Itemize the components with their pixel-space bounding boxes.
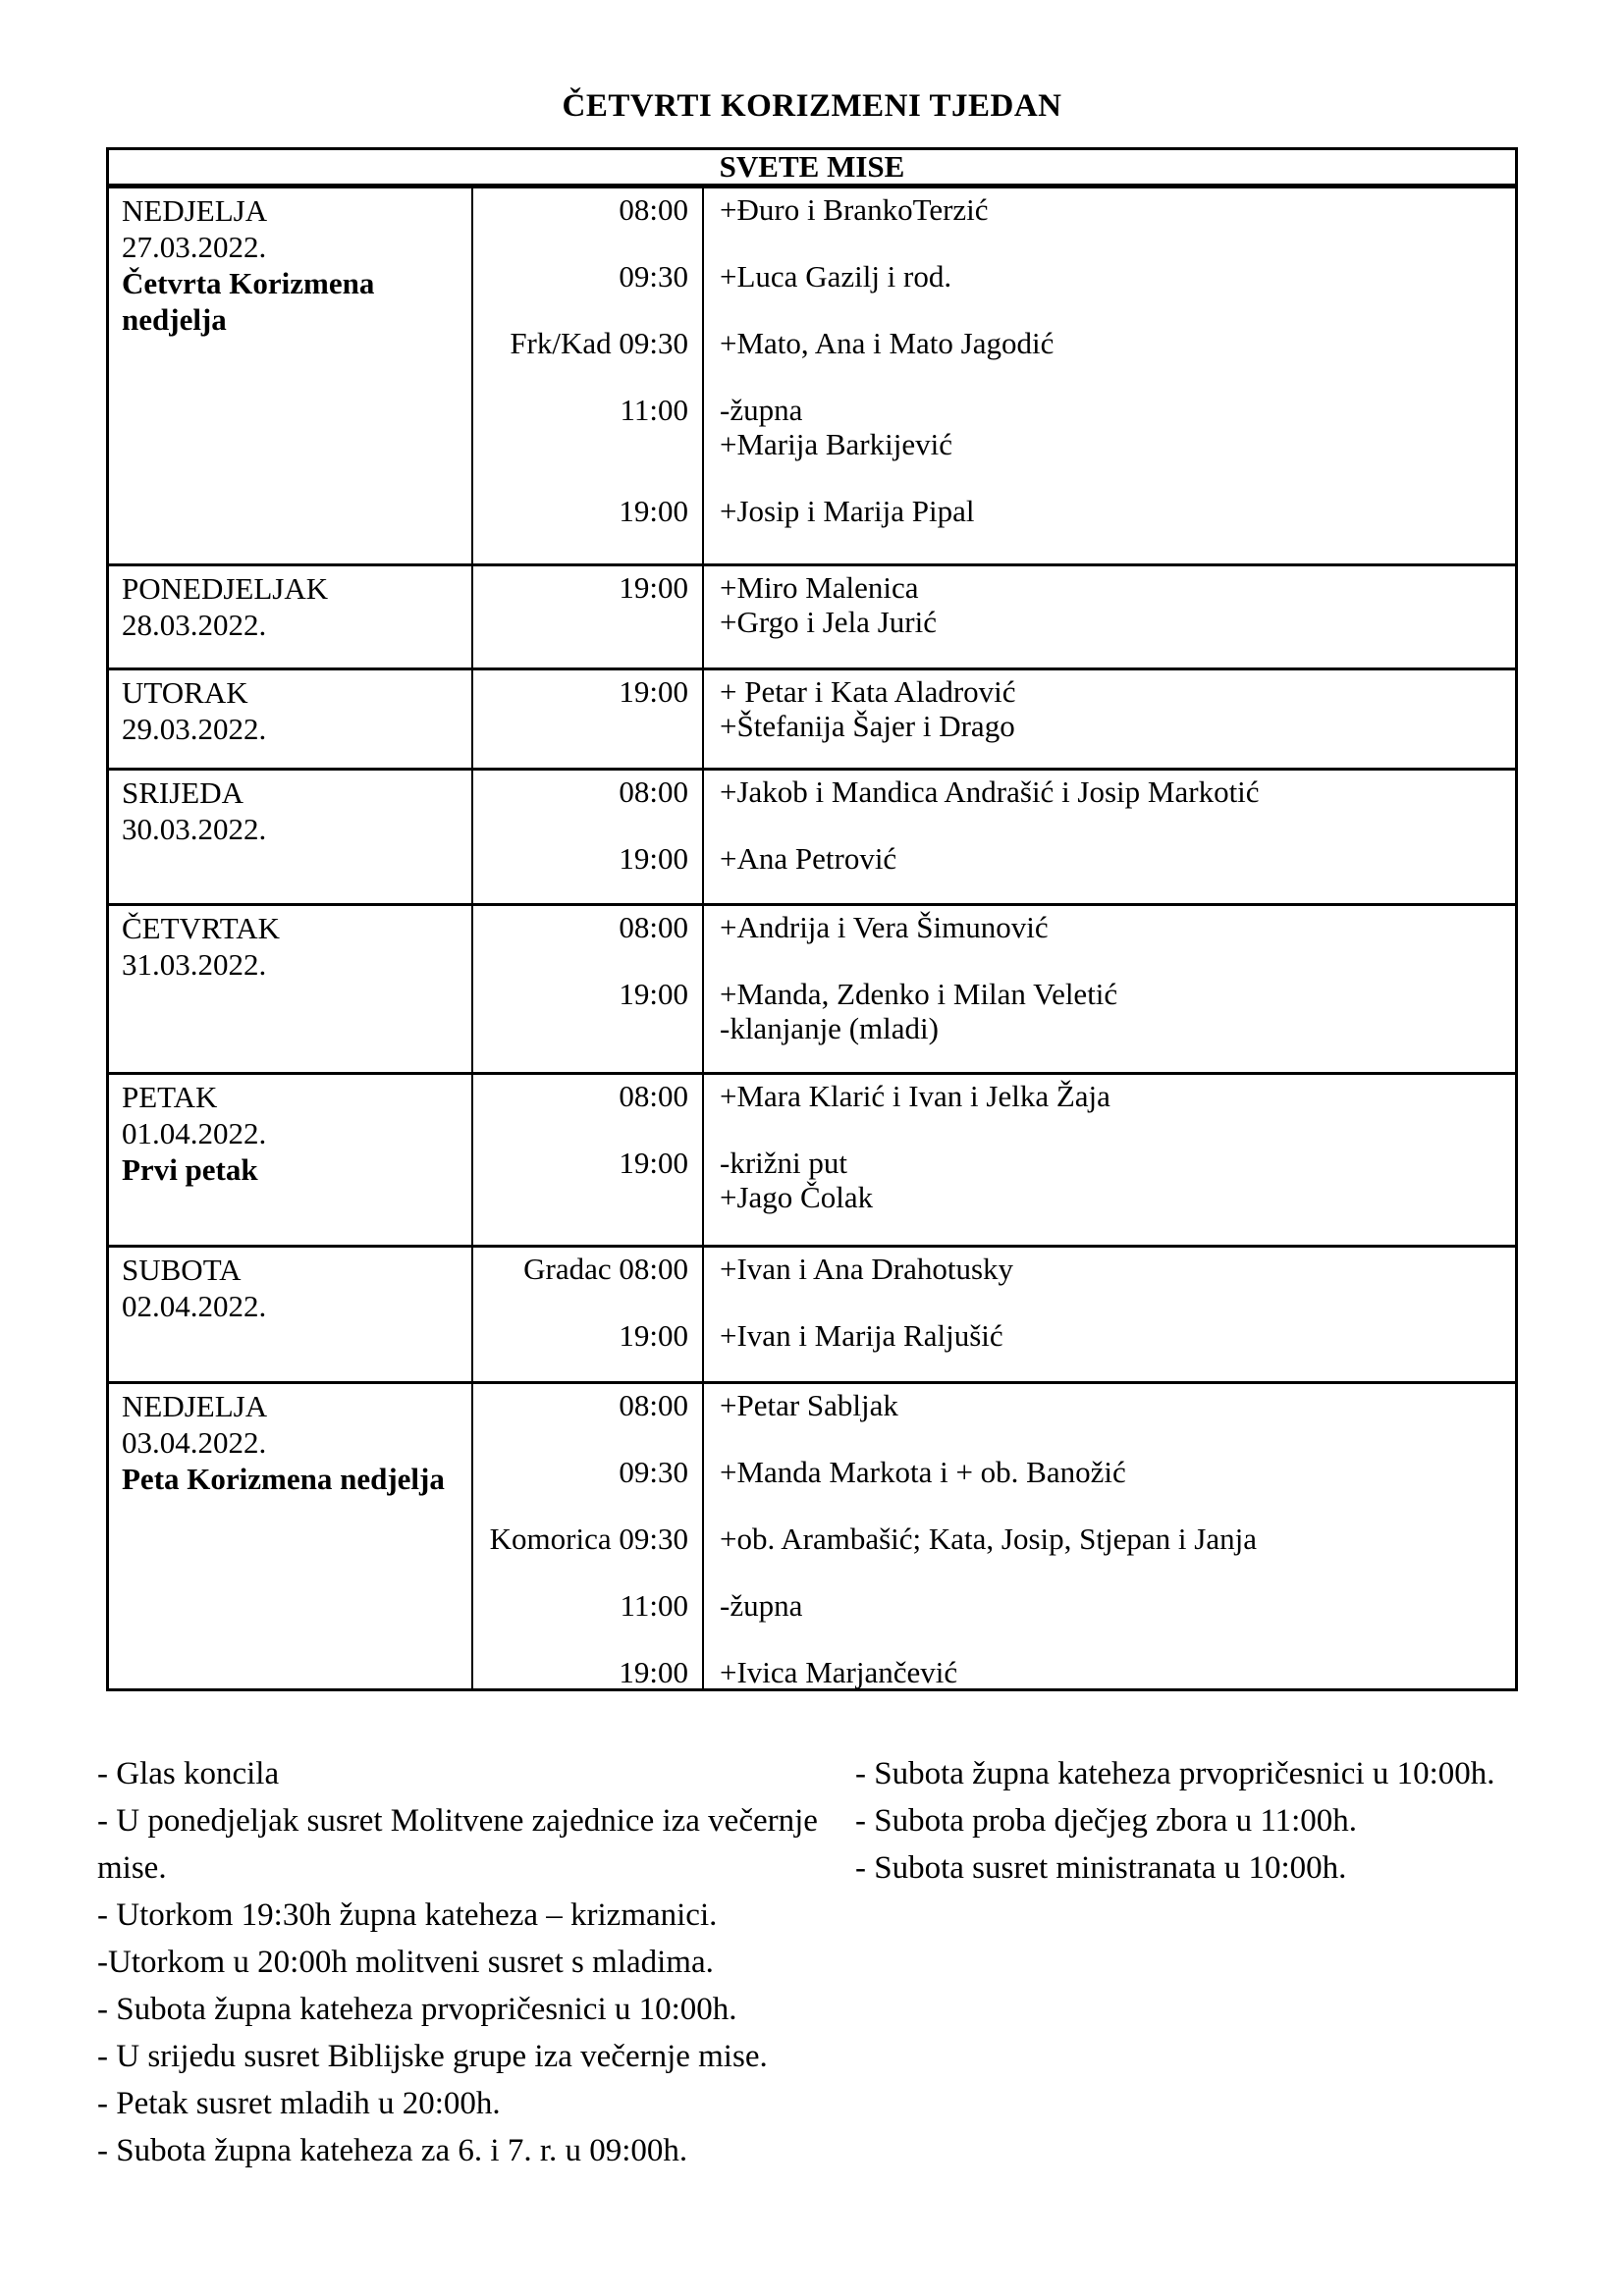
intention-line: +Ivan i Ana Drahotusky [720, 1252, 1014, 1286]
time-entry [477, 393, 688, 461]
time-entry [477, 1252, 688, 1286]
intention-line: +Mato, Ana i Mato Jagodić [720, 326, 1055, 360]
time-entry [477, 977, 688, 1045]
day-date: 02.04.2022. [122, 1289, 267, 1323]
time-cell [473, 1245, 704, 1381]
intention-line: +Marija Barkijević [720, 427, 952, 461]
day-date: 29.03.2022. [122, 712, 267, 746]
note-line: - U srijedu susret Biblijske grupe iza večernje mise. [97, 2039, 768, 2074]
day-name: PONEDJELJAK [122, 571, 329, 606]
time-cell [473, 768, 704, 903]
time-entry [477, 1079, 688, 1113]
day-cell [109, 768, 473, 903]
intention-entry [720, 774, 1507, 809]
intention-entry [720, 1252, 1507, 1286]
time-line: 19:00 [619, 977, 688, 1011]
time-line: 19:00 [619, 1655, 688, 1688]
intention-line: +Manda Markota i + ob. Banožić [720, 1455, 1126, 1489]
day-name: ČETVRTAK [122, 911, 280, 945]
time-line: 08:00 [619, 774, 688, 809]
time-line: 08:00 [619, 1079, 688, 1113]
announcements-right-column [855, 1750, 1531, 1892]
time-entry [477, 1588, 688, 1623]
time-cell [473, 1072, 704, 1245]
day-cell [109, 1072, 473, 1245]
intention-line: +Miro Malenica [720, 570, 919, 605]
time-cell [473, 186, 704, 563]
day-cell [109, 563, 473, 667]
time-cell [473, 563, 704, 667]
time-entry [477, 570, 688, 639]
intention-line: +Jakob i Mandica Andrašić i Josip Markotić [720, 774, 1260, 809]
time-cell [473, 903, 704, 1072]
day-date: 27.03.2022. [122, 230, 267, 264]
intention-line: +Manda, Zdenko i Milan Veletić [720, 977, 1118, 1011]
intention-entry [720, 1388, 1507, 1422]
time-line: 08:00 [619, 1388, 688, 1422]
intention-entry [720, 1522, 1507, 1556]
time-entry [477, 1455, 688, 1489]
day-note: Četvrta Korizmena nedjelja [122, 266, 375, 337]
table-header-svete-mise: SVETE MISE [109, 150, 1515, 186]
time-line: 19:00 [619, 1318, 688, 1353]
intention-cell [704, 903, 1515, 1072]
intention-entry [720, 192, 1507, 227]
day-name: SUBOTA [122, 1253, 242, 1287]
intention-entry [720, 494, 1507, 528]
intention-entry [720, 326, 1507, 360]
intention-line: +Mara Klarić i Ivan i Jelka Žaja [720, 1079, 1110, 1113]
time-entry [477, 841, 688, 876]
note-line: - Subota proba dječjeg zbora u 11:00h. [855, 1803, 1358, 1839]
time-entry [477, 192, 688, 227]
time-line: Komorica 09:30 [489, 1522, 688, 1556]
intention-cell [704, 768, 1515, 903]
intention-line: -klanjanje (mladi) [720, 1011, 939, 1045]
time-entry [477, 774, 688, 809]
time-entry [477, 326, 688, 360]
day-name: SRIJEDA [122, 775, 244, 810]
time-line: 08:00 [619, 910, 688, 944]
intention-cell [704, 667, 1515, 768]
announcements-section [97, 1750, 1531, 2174]
day-cell [109, 1245, 473, 1381]
intention-line: -križni put [720, 1146, 847, 1180]
intention-entry [720, 1455, 1507, 1489]
intention-entry [720, 1655, 1507, 1688]
note-line: - Utorkom 19:30h župna kateheza – krizmanici. [97, 1897, 718, 1933]
intention-entry [720, 259, 1507, 294]
intention-line: +Josip i Marija Pipal [720, 494, 975, 528]
time-entry [477, 1146, 688, 1214]
note-line: - Subota župna kateheza prvopričesnici u 10:00h. [855, 1756, 1495, 1791]
mass-schedule-table [106, 147, 1518, 1691]
note-line: -Utorkom u 20:00h molitveni susret s mladima. [97, 1945, 714, 1980]
day-cell [109, 667, 473, 768]
intention-entry [720, 910, 1507, 944]
intention-entry [720, 674, 1507, 743]
time-line: 08:00 [619, 192, 688, 227]
intention-line: +Jago Čolak [720, 1180, 874, 1214]
day-date: 01.04.2022. [122, 1116, 267, 1150]
time-line: 19:00 [619, 1146, 688, 1180]
time-line [477, 1011, 688, 1045]
intention-line: +Andrija i Vera Šimunović [720, 910, 1049, 944]
time-line [477, 605, 688, 639]
day-date: 31.03.2022. [122, 947, 267, 982]
page-title: ČETVRTI KORIZMENI TJEDAN [562, 88, 1062, 124]
time-entry [477, 674, 688, 743]
time-entry [477, 1655, 688, 1688]
intention-entry [720, 1318, 1507, 1353]
intention-line: +ob. Arambašić; Kata, Josip, Stjepan i Janja [720, 1522, 1257, 1556]
intention-entry [720, 1079, 1507, 1113]
time-line: 09:30 [619, 259, 688, 294]
intention-entry [720, 570, 1507, 639]
time-line: 19:00 [619, 841, 688, 876]
day-name: NEDJELJA [122, 1389, 268, 1423]
intention-cell [704, 1245, 1515, 1381]
time-line: 11:00 [620, 393, 688, 427]
intention-line: -župna [720, 393, 803, 427]
intention-cell [704, 1072, 1515, 1245]
day-name: NEDJELJA [122, 193, 268, 228]
intention-entry [720, 841, 1507, 876]
day-date: 03.04.2022. [122, 1425, 267, 1460]
time-entry [477, 1318, 688, 1353]
note-line: - Glas koncila [97, 1756, 280, 1791]
intention-line: +Ivan i Marija Raljušić [720, 1318, 1003, 1353]
time-entry [477, 910, 688, 944]
intention-line: +Ana Petrović [720, 841, 897, 876]
time-entry [477, 1388, 688, 1422]
day-date: 28.03.2022. [122, 608, 267, 642]
day-cell [109, 1381, 473, 1688]
day-name: PETAK [122, 1080, 218, 1114]
time-cell [473, 1381, 704, 1688]
announcements-left-column [97, 1750, 855, 2174]
day-name: UTORAK [122, 675, 248, 710]
intention-line: + Petar i Kata Aladrović [720, 674, 1016, 709]
day-note: Prvi petak [122, 1152, 258, 1187]
note-line: - Petak susret mladih u 20:00h. [97, 2086, 501, 2121]
note-line: - Subota župna kateheza za 6. i 7. r. u 09:00h. [97, 2133, 688, 2168]
intention-cell [704, 1381, 1515, 1688]
note-line: - U ponedjeljak susret Molitvene zajednice iza večernje mise. [97, 1803, 818, 1886]
time-line [477, 1180, 688, 1214]
time-line [477, 427, 688, 461]
intention-line: +Ivica Marjančević [720, 1655, 958, 1688]
intention-line: +Đuro i BrankoTerzić [720, 192, 989, 227]
intention-line: +Štefanija Šajer i Drago [720, 709, 1015, 743]
intention-line: +Luca Gazilj i rod. [720, 259, 952, 294]
time-line: 09:30 [619, 1455, 688, 1489]
note-line: - Subota susret ministranata u 10:00h. [855, 1850, 1347, 1886]
day-cell [109, 186, 473, 563]
day-cell [109, 903, 473, 1072]
intention-entry [720, 393, 1507, 461]
time-line: 19:00 [619, 674, 688, 709]
time-line: 19:00 [619, 570, 688, 605]
time-entry [477, 259, 688, 294]
time-line: 11:00 [620, 1588, 688, 1623]
day-note: Peta Korizmena nedjelja [122, 1462, 445, 1496]
intention-cell [704, 186, 1515, 563]
note-line: - Subota župna kateheza prvopričesnici u 10:00h. [97, 1992, 737, 2027]
intention-cell [704, 563, 1515, 667]
time-cell [473, 667, 704, 768]
time-entry [477, 494, 688, 528]
intention-line: -župna [720, 1588, 803, 1623]
intention-line: +Petar Sabljak [720, 1388, 898, 1422]
time-line [477, 709, 688, 743]
time-entry [477, 1522, 688, 1556]
intention-entry [720, 1146, 1507, 1214]
day-date: 30.03.2022. [122, 812, 267, 846]
intention-line: +Grgo i Jela Jurić [720, 605, 937, 639]
time-line: 19:00 [619, 494, 688, 528]
intention-entry [720, 977, 1507, 1045]
time-line: Gradac 08:00 [523, 1252, 688, 1286]
intention-entry [720, 1588, 1507, 1623]
time-line: Frk/Kad 09:30 [510, 326, 688, 360]
